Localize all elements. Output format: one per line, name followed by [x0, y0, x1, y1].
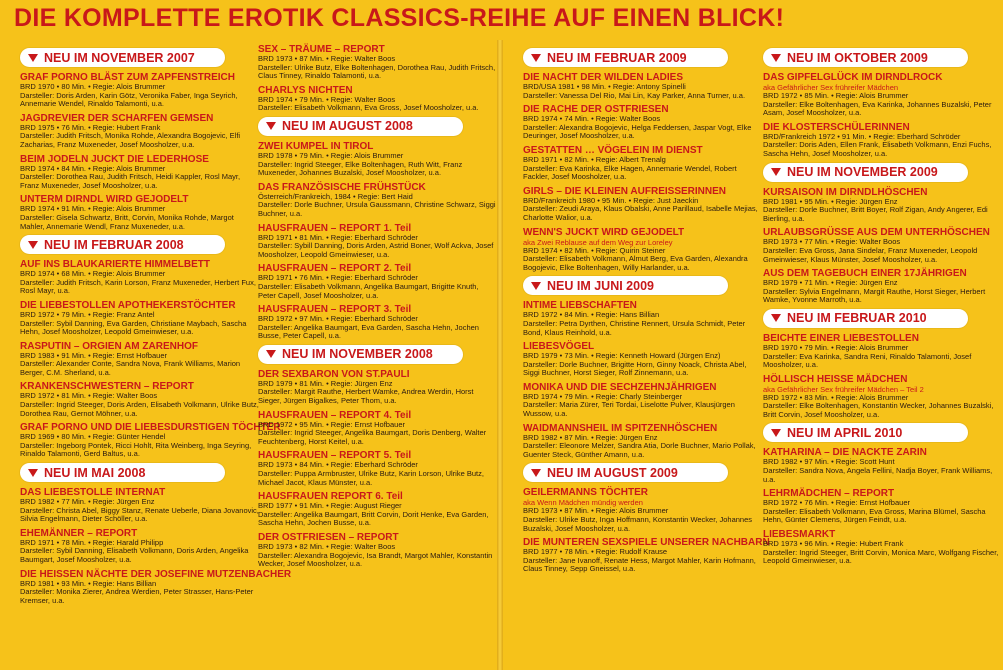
section-header — [20, 235, 225, 254]
film-title: LEHRMÄDCHEN – REPORT — [763, 488, 895, 500]
down-triangle-icon — [28, 469, 38, 477]
film-entry — [20, 422, 281, 459]
film-cast: Darsteller: Christa Abel, Biggy Stanz, Renate Ueberle, Diana Jovanovic, Silvia Engelmann, Dieter Schöller, u.a. — [20, 505, 259, 524]
film-title: GESTATTEN … VÖGELEIN IM DIENST — [523, 144, 703, 156]
film-entry — [258, 141, 498, 178]
film-cast: Darsteller: Elke Boltenhagen, Eva Karinka, Johannes Buzalski, Peter Asam, Josef Moosholzer, u.a. — [763, 99, 992, 118]
release-section — [763, 309, 1003, 420]
section-title: NEU IM NOVEMBER 2007 — [44, 50, 195, 65]
film-cast: Darsteller: Sandra Nova, Angela Fellini, Nadja Boyer, Frank Williams, u.a. — [763, 466, 993, 484]
film-cast: Darsteller: Ingrid Steeger, Elke Boltenhagen, Ruth Witt, Franz Muxeneder, Johannes Buzalski, Josef Moosholzer, u.a. — [258, 159, 463, 178]
film-entry — [523, 300, 763, 337]
section-header — [763, 423, 968, 442]
film-title: LIEBESVÖGEL — [523, 341, 595, 353]
film-cast: Darsteller: Gisela Schwartz, Britt, Corvin, Monika Rohde, Margot Mahler, Annemarie Wendl, Franz Muxeneder, u.a. — [20, 212, 234, 231]
film-title: HAUSFRAUEN – REPORT 1. Teil — [258, 222, 412, 234]
release-section — [20, 235, 281, 459]
film-title: GIRLS – DIE KLEINEN AUFREISSERINNEN — [523, 185, 726, 197]
film-cast: Darsteller: Doris Aden, Ellen Frank, Elisabeth Volkmann, Enzi Fuchs, Sascha Hehn, Josef Moosholzer, u.a. — [763, 140, 992, 158]
film-cast: Darsteller: Ingrid Steeger, Angelika Baumgart, Doris Denberg, Walter Feuchtenberg, Horst Keitel, u.a. — [258, 428, 487, 446]
film-entry — [258, 304, 498, 341]
film-meta: BRD 1970 • 80 Min. • Regie: Alois Brummer — [20, 82, 166, 91]
release-section — [20, 463, 292, 605]
film-entry — [523, 537, 770, 574]
film-meta: BRD 1974 • 79 Min. • Regie: Charly Steinberger — [523, 391, 683, 401]
film-meta: BRD 1983 • 91 Min. • Regie: Ernst Hofbauer — [20, 350, 167, 360]
film-title: LIEBESMARKT — [763, 529, 836, 541]
film-cast: Darsteller: Sybil Danning, Elisabeth Volkmann, Doris Arden, Angelika Baumgart, Josef Moosholzer, u.a. — [20, 546, 249, 564]
film-title: HAUSFRAUEN – REPORT 3. Teil — [258, 304, 412, 316]
release-section — [523, 463, 770, 574]
film-cast: Darsteller: Elke Boltenhagen, Konstantin Wecker, Johannes Buzalski, Britt Corvin, Josef Moosholzer, u.a. — [763, 401, 994, 419]
section-header — [763, 163, 968, 182]
film-entry — [258, 223, 498, 260]
down-triangle-icon — [266, 122, 276, 130]
film-title: JAGDREVIER DER SCHARFEN GEMSEN — [20, 112, 214, 124]
film-title: DAS LIEBESTOLLE INTERNAT — [20, 487, 166, 499]
film-cast: Darsteller: Eva Karinka, Elke Hagen, Annemarie Wendel, Robert Fackler, Josef Moosholzer, u.a. — [523, 163, 737, 182]
film-cast: Darsteller: Elisabeth Volkmann, Eva Gross, Josef Moosholzer, u.a. — [258, 103, 479, 113]
film-title: KATHARINA – DIE NACKTE ZARIN — [763, 447, 927, 459]
film-title: HAUSFRAUEN – REPORT 2. Teil — [258, 263, 412, 275]
film-entry — [20, 113, 260, 150]
down-triangle-icon — [531, 54, 541, 62]
film-meta: BRD 1974 • 79 Min. • Regie: Walter Boos — [258, 94, 396, 104]
release-section — [523, 276, 763, 459]
release-section — [763, 423, 1003, 565]
film-entry — [523, 487, 763, 533]
film-cast: Darsteller: Eva Gross, Jana Sindelar, Franz Muxeneder, Leopold Gmeinwieser, Klaus Münster, Josef Moosholzer, u.a. — [763, 245, 978, 264]
film-entry — [523, 227, 763, 273]
film-meta: BRD 1981 • 95 Min. • Regie: Jürgen Enz — [763, 196, 898, 206]
film-entry — [763, 187, 1003, 224]
film-entry — [258, 369, 498, 406]
film-entry — [20, 154, 260, 191]
film-meta: BRD 1973 • 96 Min. • Regie: Hubert Frank — [763, 539, 904, 549]
section-header — [258, 117, 463, 136]
film-meta: BRD 1982 • 87 Min. • Regie: Jürgen Enz — [523, 432, 658, 442]
film-entry — [258, 491, 498, 528]
film-meta: BRD 1977 • 78 Min. • Regie: Rudolf Krause — [523, 547, 668, 557]
section-title: NEU IM FEBRUAR 2008 — [44, 237, 184, 252]
down-triangle-icon — [771, 429, 781, 437]
film-title: BEIM JODELN JUCKT DIE LEDERHOSE — [20, 153, 209, 165]
film-meta: BRD 1972 • 97 Min. • Regie: Eberhard Schröder — [258, 314, 418, 324]
film-entry — [523, 423, 763, 460]
film-title: KURSAISON IM DIRNDLHÖSCHEN — [763, 186, 928, 198]
film-cast: Darsteller: Ingrid Steeger, Doris Arden, Elisabeth Volkmann, Ulrike Butz, Dorothea Rau, Gernot Möhner, u.a. — [20, 400, 259, 418]
film-meta: BRD 1972 • 95 Min. • Regie: Ernst Hofbauer — [258, 419, 405, 429]
film-entry — [523, 186, 763, 223]
film-cast: Darsteller: Vanessa Del Rio, Mai Lin, Kay Parker, Anna Turner, u.a. — [523, 90, 746, 100]
release-section — [763, 48, 1003, 159]
film-cast: Darsteller: Dorle Buchner, Ursula Gaussmann, Christine Schwarz, Siggi Buchner, u.a. — [258, 200, 496, 218]
section-header — [523, 276, 728, 295]
film-meta: BRD 1971 • 78 Min. • Regie: Harald Philipp — [20, 537, 164, 547]
film-cast: Darsteller: Elisabeth Volkmann, Eva Gross, Marina Blümel, Sascha Hehn, Günter Clemens, Jürgen Feindt, u.a. — [763, 506, 986, 525]
film-title: UNTERM DIRNDL WIRD GEJODELT — [20, 194, 189, 206]
film-entry — [763, 529, 1003, 566]
release-section — [763, 163, 1003, 305]
film-title: GRAF PORNO BLÄST ZUM ZAPFENSTREICH — [20, 72, 235, 83]
film-cast: Darsteller: Monika Zierer, Andrea Werdien, Peter Strasser, Hans-Peter Kremser, u.a. — [20, 587, 254, 605]
film-title: DIE MUNTEREN SEXSPIELE UNSERER NACHBARN — [523, 537, 770, 549]
column-4 — [763, 44, 1003, 570]
down-triangle-icon — [771, 168, 781, 176]
section-header — [523, 463, 728, 482]
film-title: HAUSFRAUEN – REPORT 4. Teil — [258, 409, 412, 421]
film-meta: BRD 1979 • 73 Min. • Regie: Kenneth Howard (Jürgen Enz) — [523, 351, 721, 361]
section-title: NEU IM OKTOBER 2009 — [787, 50, 928, 65]
film-entry — [20, 381, 260, 418]
film-cast: Darsteller: Sybil Danning, Eva Garden, Christiane Maybach, Sascha Hehn, Josef Moosholzer, Leopold Gmeinwieser, u.a. — [20, 318, 247, 337]
film-entry — [763, 227, 1003, 264]
film-title: DER SEXBARON VON ST.PAULI — [258, 368, 410, 380]
film-cast: Darsteller: Alexander Conte, Sandra Nova, Frank Williams, Marion Berger, C.M. Sherland, u.a. — [20, 359, 241, 377]
film-entry — [523, 382, 763, 419]
film-meta: BRD/Frankreich 1980 • 95 Min. • Regie: Just Jaeckin — [523, 195, 699, 205]
film-title: INTIME LIEBSCHAFTEN — [523, 300, 637, 312]
film-alt-title: aka Gefährlicher Sex frühreifer Mädchen — [763, 83, 899, 92]
film-cast: Darsteller: Zeudi Araya, Klaus Obalski, Anne Parillaud, Isabelle Mejias, Charlotte Walior, u.a. — [523, 204, 758, 222]
film-title: WENN'S JUCKT WIRD GEJODELT — [523, 226, 685, 238]
section-title: NEU IM MAI 2008 — [44, 465, 146, 480]
film-title: ZWEI KUMPEL IN TIROL — [258, 140, 374, 152]
release-section — [523, 48, 763, 272]
film-entry — [763, 268, 1003, 305]
film-meta: BRD 1974 • 68 Min. • Regie: Alois Brummer — [20, 269, 166, 279]
down-triangle-icon — [531, 469, 541, 477]
film-entry — [258, 263, 498, 300]
film-entry — [523, 341, 763, 378]
film-entry — [763, 122, 1003, 159]
film-cast: Darsteller: Ingrid Steeger, Britt Corvin, Monica Marc, Wolfgang Fischer, Leopold Gmeinwieser, u.a. — [763, 547, 999, 566]
film-entry — [763, 374, 1003, 420]
film-cast: Darsteller: Elisabeth Volkmann, Almut Berg, Eva Garden, Alexandra Bogojevic, Elke Boltenhagen, Willy Harlander, u.a. — [523, 254, 748, 272]
film-cast: Darsteller: Sybill Danning, Doris Arden, Astrid Boner, Wolf Ackva, Josef Moosholzer, Leopold Gmeinwieser, u.a. — [258, 241, 494, 259]
film-cast: Darsteller: Margit Rauthe, Herbert Wamke, Andrea Werdin, Horst Sieger, Jürgen Bigalkes, Peter Thom, u.a. — [258, 387, 474, 406]
film-cast: Darsteller: Puppa Armbruster, Ulrike Butz, Karin Lorson, Ulrike Butz, Michael Jacot, Klaus Münster, u.a. — [258, 469, 484, 487]
film-meta: BRD 1969 • 80 Min. • Regie: Günter Hendel — [20, 432, 166, 442]
film-meta: BRD 1977 • 91 Min. • Regie: August Rieger — [258, 501, 402, 511]
film-cast: Darsteller: Dorle Buchner, Britt Boyer, Rolf Zigan, Andy Angerer, Edi Bierling, u.a. — [763, 205, 988, 223]
film-title: AUS DEM TAGEBUCH EINER 17JÄHRIGEN — [763, 268, 967, 280]
film-meta: BRD 1973 • 82 Min. • Regie: Walter Boos — [258, 542, 396, 551]
section-title: NEU IM FEBRUAR 2009 — [547, 50, 687, 65]
section-title: NEU IM JUNI 2009 — [547, 278, 654, 293]
film-entry — [523, 145, 763, 182]
film-entry — [763, 447, 1003, 484]
film-cast: Darsteller: Alexandra Bogojevic, Helga Feddersen, Jaspar Vogt, Elke Deuringer, Josef Moosholzer, u.a. — [523, 122, 752, 141]
film-meta: BRD 1972 • 83 Min. • Regie: Alois Brummer — [763, 392, 909, 402]
film-meta: BRD 1982 • 97 Min. • Regie: Scott Hunt — [763, 457, 895, 467]
release-section — [258, 345, 498, 569]
section-title: NEU IM FEBRUAR 2010 — [787, 311, 927, 326]
section-title: NEU IM AUGUST 2008 — [282, 119, 413, 134]
film-entry — [20, 528, 260, 565]
film-meta: BRD 1974 • 74 Min. • Regie: Walter Boos — [523, 114, 661, 124]
section-header — [20, 48, 225, 67]
film-entry — [523, 72, 763, 100]
film-meta: BRD 1973 • 77 Min. • Regie: Walter Boos — [763, 237, 901, 247]
film-meta: BRD 1975 • 76 Min. • Regie: Hubert Frank — [20, 122, 161, 132]
film-entry — [763, 488, 1003, 525]
section-title: NEU IM AUGUST 2009 — [547, 465, 678, 480]
film-title: BEICHTE EINER LIEBESTOLLEN — [763, 332, 919, 344]
film-cast: Darsteller: Doris Arden, Karin Götz, Veronika Faber, Inga Seyrich, Annemarie Wendel, Rinaldo Talamonti, u.a. — [20, 90, 238, 109]
film-entry — [20, 259, 260, 296]
film-cast: Darsteller: Jane Ivanoff, Renate Hess, Margot Mahler, Karin Hofmann, Claus Tinney, Sepp Gneissel, u.a. — [523, 555, 756, 574]
film-meta: BRD 1982 • 77 Min. • Regie: Jürgen Enz — [20, 497, 155, 507]
down-triangle-icon — [531, 282, 541, 290]
film-title: EHEMÄNNER – REPORT — [20, 527, 138, 539]
film-entry — [258, 532, 498, 569]
film-meta: BRD 1979 • 71 Min. • Regie: Jürgen Enz — [763, 278, 898, 288]
film-title: AUF INS BLAUKARIERTE HIMMELBETT — [20, 259, 210, 271]
film-title: MONIKA UND DIE SECHZEHNJÄHRIGEN — [523, 381, 717, 393]
film-title: SEX – TRÄUME – REPORT — [258, 44, 385, 55]
film-title: WAIDMANNSHEIL IM SPITZENHÖSCHEN — [523, 422, 718, 434]
film-title: URLAUBSGRÜSSE AUS DEM UNTERHÖSCHEN — [763, 227, 990, 239]
down-triangle-icon — [266, 350, 276, 358]
film-meta: Österreich/Frankreich, 1984 • Regie: Bert Haid — [258, 191, 413, 201]
film-cast: Darsteller: Dorothea Rau, Judith Fritsch, Heidi Kappler, Rosl Mayr, Franz Muxeneder, Josef Moosholzer, u.a. — [20, 172, 241, 190]
film-title: DIE RACHE DER OSTFRIESEN — [523, 104, 669, 116]
film-meta: BRD 1973 • 87 Min. • Regie: Walter Boos — [258, 54, 396, 63]
film-title: DAS FRANZÖSISCHE FRÜHSTÜCK — [258, 181, 426, 193]
film-meta: BRD 1974 • 84 Min. • Regie: Alois Brummer — [20, 163, 166, 173]
film-cast: Darsteller: Ulrike Butz, Elke Boltenhagen, Dorothea Rau, Judith Fritsch, Claus Tinney, Rinaldo Talamonti, u.a. — [258, 62, 496, 81]
film-meta: BRD 1970 • 79 Min. • Regie: Alois Brummer — [763, 342, 909, 352]
film-cast: Darsteller: Judith Fritsch, Karin Lorson, Franz Muxeneder, Herbert Fux, Rosl Mayr, u.a. — [20, 277, 256, 296]
film-entry — [258, 182, 498, 219]
film-entry — [20, 72, 260, 109]
film-cast: Darsteller: Angelika Baumgart, Eva Garden, Sascha Hehn, Jochen Busse, Peter Capell, u.a. — [258, 322, 479, 341]
release-section — [258, 44, 498, 113]
film-title: GRAF PORNO UND DIE LIEBESDURSTIGEN TÖCHTER — [20, 422, 281, 434]
film-meta: BRD/USA 1981 • 98 Min. • Regie: Antony Spinelli — [523, 82, 686, 91]
section-header — [258, 345, 463, 364]
page-title: DIE KOMPLETTE EROTIK CLASSICS-REIHE AUF EINEN BLICK! — [14, 4, 785, 32]
film-title: DAS GIPFELGLÜCK IM DIRNDLROCK — [763, 72, 943, 83]
film-cast: Darsteller: Maria Zürer, Teri Tordai, Liselotte Pulver, Klausjürgen Wussow, u.a. — [523, 400, 735, 419]
section-header — [523, 48, 728, 67]
column-1 — [20, 44, 292, 609]
film-entry — [523, 104, 763, 141]
film-meta: BRD 1979 • 81 Min. • Regie: Jürgen Enz — [258, 378, 393, 388]
film-title: DIE HEISSEN NÄCHTE DER JOSEFINE MUTZENBACHER — [20, 568, 292, 580]
film-meta: BRD/Frankreich 1972 • 91 Min. • Regie: Eberhard Schröder — [763, 131, 961, 141]
film-meta: BRD 1972 • 79 Min. • Regie: Franz Antel — [20, 309, 155, 319]
film-meta: BRD 1971 • 76 Min. • Regie: Eberhard Schröder — [258, 273, 418, 283]
film-meta: BRD 1978 • 79 Min. • Regie: Alois Brummer — [258, 150, 404, 160]
film-title: DIE NACHT DER WILDEN LADIES — [523, 72, 683, 83]
release-section — [258, 117, 498, 341]
film-alt-title: aka Gefährlicher Sex frühreifer Mädchen – Teil 2 — [763, 384, 924, 394]
film-entry — [20, 194, 260, 231]
film-cast: Darsteller: Eva Karinka, Sandra Reni, Rinaldo Talamonti, Josef Moosholzer, u.a. — [763, 351, 972, 370]
film-entry — [20, 300, 260, 337]
film-meta: BRD 1972 • 85 Min. • Regie: Alois Brummer — [763, 91, 909, 100]
film-meta: BRD 1981 • 93 Min. • Regie: Hans Billian — [20, 578, 157, 588]
film-title: GEILERMANNS TÖCHTER — [523, 487, 648, 499]
down-triangle-icon — [28, 241, 38, 249]
film-entry — [20, 341, 260, 378]
down-triangle-icon — [771, 314, 781, 322]
film-cast: Darsteller: Alexandra Bogojevic, Isa Brandt, Margot Mahler, Konstantin Wecker, Josef Moosholzer, u.a. — [258, 550, 493, 569]
film-cast: Darsteller: Petra Dyrthen, Christine Rennert, Ursula Schmidt, Peter Bond, Klaus Reinhold, u.a. — [523, 318, 746, 337]
film-cast: Darsteller: Ulrike Butz, Inga Hoffmann, Konstantin Wecker, Johannes Buzalski, Josef Moosholzer, u.a. — [523, 515, 753, 533]
film-title: DIE LIEBESTOLLEN APOTHEKERSTÖCHTER — [20, 299, 236, 311]
film-entry — [258, 85, 498, 113]
film-meta: BRD 1972 • 76 Min. • Regie: Ernst Hofbauer — [763, 498, 910, 508]
column-3 — [523, 44, 770, 578]
film-cast: Darsteller: Sylvia Engelmann, Margit Rauthe, Horst Sieger, Herbert Wamke, Yvonne Marroth, u.a. — [763, 286, 986, 305]
film-cast: Darsteller: Ingeborg Pontek, Ricci Hohlt, Rita Weinberg, Inga Seyring, Rinaldo Talamonti, Gerd Baltus, u.a. — [20, 440, 252, 459]
film-meta: BRD 1973 • 84 Min. • Regie: Eberhard Schröder — [258, 460, 418, 470]
film-title: DIE KLOSTERSCHÜLERINNEN — [763, 121, 910, 133]
film-title: RASPUTIN – ORGIEN AM ZARENHOF — [20, 340, 198, 352]
film-meta: BRD 1974 • 82 Min. • Regie: Quirin Steiner — [523, 245, 666, 255]
film-meta: BRD 1972 • 81 Min. • Regie: Walter Boos — [20, 391, 158, 401]
film-cast: Darsteller: Elisabeth Volkmann, Angelika Baumgart, Brigitte Knuth, Peter Capell, Josef Moosholzer, u.a. — [258, 281, 479, 300]
film-alt-title: aka Zwei Reblause auf dem Weg zur Loreley — [523, 237, 673, 247]
film-meta: BRD 1971 • 81 Min. • Regie: Eberhard Schröder — [258, 232, 418, 242]
down-triangle-icon — [771, 54, 781, 62]
film-entry — [763, 333, 1003, 370]
film-cast: Darsteller: Angelika Baumgart, Britt Corvin, Dorit Henke, Eva Garden, Sascha Hehn, Jochen Busse, u.a. — [258, 509, 489, 528]
film-meta: BRD 1974 • 91 Min. • Regie: Alois Brummer — [20, 204, 166, 214]
film-cast: Darsteller: Eleonore Melzer, Sandra Atia, Dorle Buchner, Mario Pollak, Guenter Steck, Günther Amann, u.a. — [523, 441, 756, 459]
section-title: NEU IM NOVEMBER 2008 — [282, 347, 433, 362]
film-title: HAUSFRAUEN – REPORT 5. Teil — [258, 450, 412, 462]
film-entry — [20, 487, 260, 524]
section-title: NEU IM NOVEMBER 2009 — [787, 165, 938, 180]
section-header — [20, 463, 225, 482]
film-cast: Darsteller: Judith Fritsch, Monika Rohde, Alexandra Bogojevic, Elfi Zacharias, Franz Muxeneder, Josef Moosholzer, u.a. — [20, 131, 241, 149]
film-entry — [258, 44, 498, 81]
film-entry — [258, 410, 498, 447]
film-title: HÖLLISCH HEISSE MÄDCHEN — [763, 373, 908, 385]
film-meta: BRD 1973 • 87 Min. • Regie: Alois Brummer — [523, 506, 669, 516]
film-meta: BRD 1972 • 84 Min. • Regie: Hans Billian — [523, 310, 660, 320]
film-title: KRANKENSCHWESTERN – REPORT — [20, 381, 194, 393]
down-triangle-icon — [28, 54, 38, 62]
film-title: CHARLYS NICHTEN — [258, 84, 353, 96]
film-meta: BRD 1971 • 82 Min. • Regie: Albert Trenalg — [523, 154, 666, 164]
film-entry — [258, 450, 498, 487]
film-alt-title: aka Wenn Mädchen mündig werden — [523, 498, 643, 508]
section-header — [763, 48, 968, 67]
film-cast: Darsteller: Dorle Buchner, Brigitte Horn, Ginny Noack, Christa Abel, Siggi Buchner, Horst Sieger, Rolf Zinnemann, u.a. — [523, 359, 747, 378]
column-2 — [258, 44, 498, 573]
release-section — [20, 48, 260, 231]
section-title: NEU IM APRIL 2010 — [787, 425, 903, 440]
film-entry — [763, 72, 1003, 118]
film-entry — [20, 568, 292, 606]
film-title: DER OSTFRIESEN – REPORT — [258, 532, 399, 543]
film-title: HAUSFRAUEN REPORT 6. Teil — [258, 491, 403, 503]
section-header — [763, 309, 968, 328]
